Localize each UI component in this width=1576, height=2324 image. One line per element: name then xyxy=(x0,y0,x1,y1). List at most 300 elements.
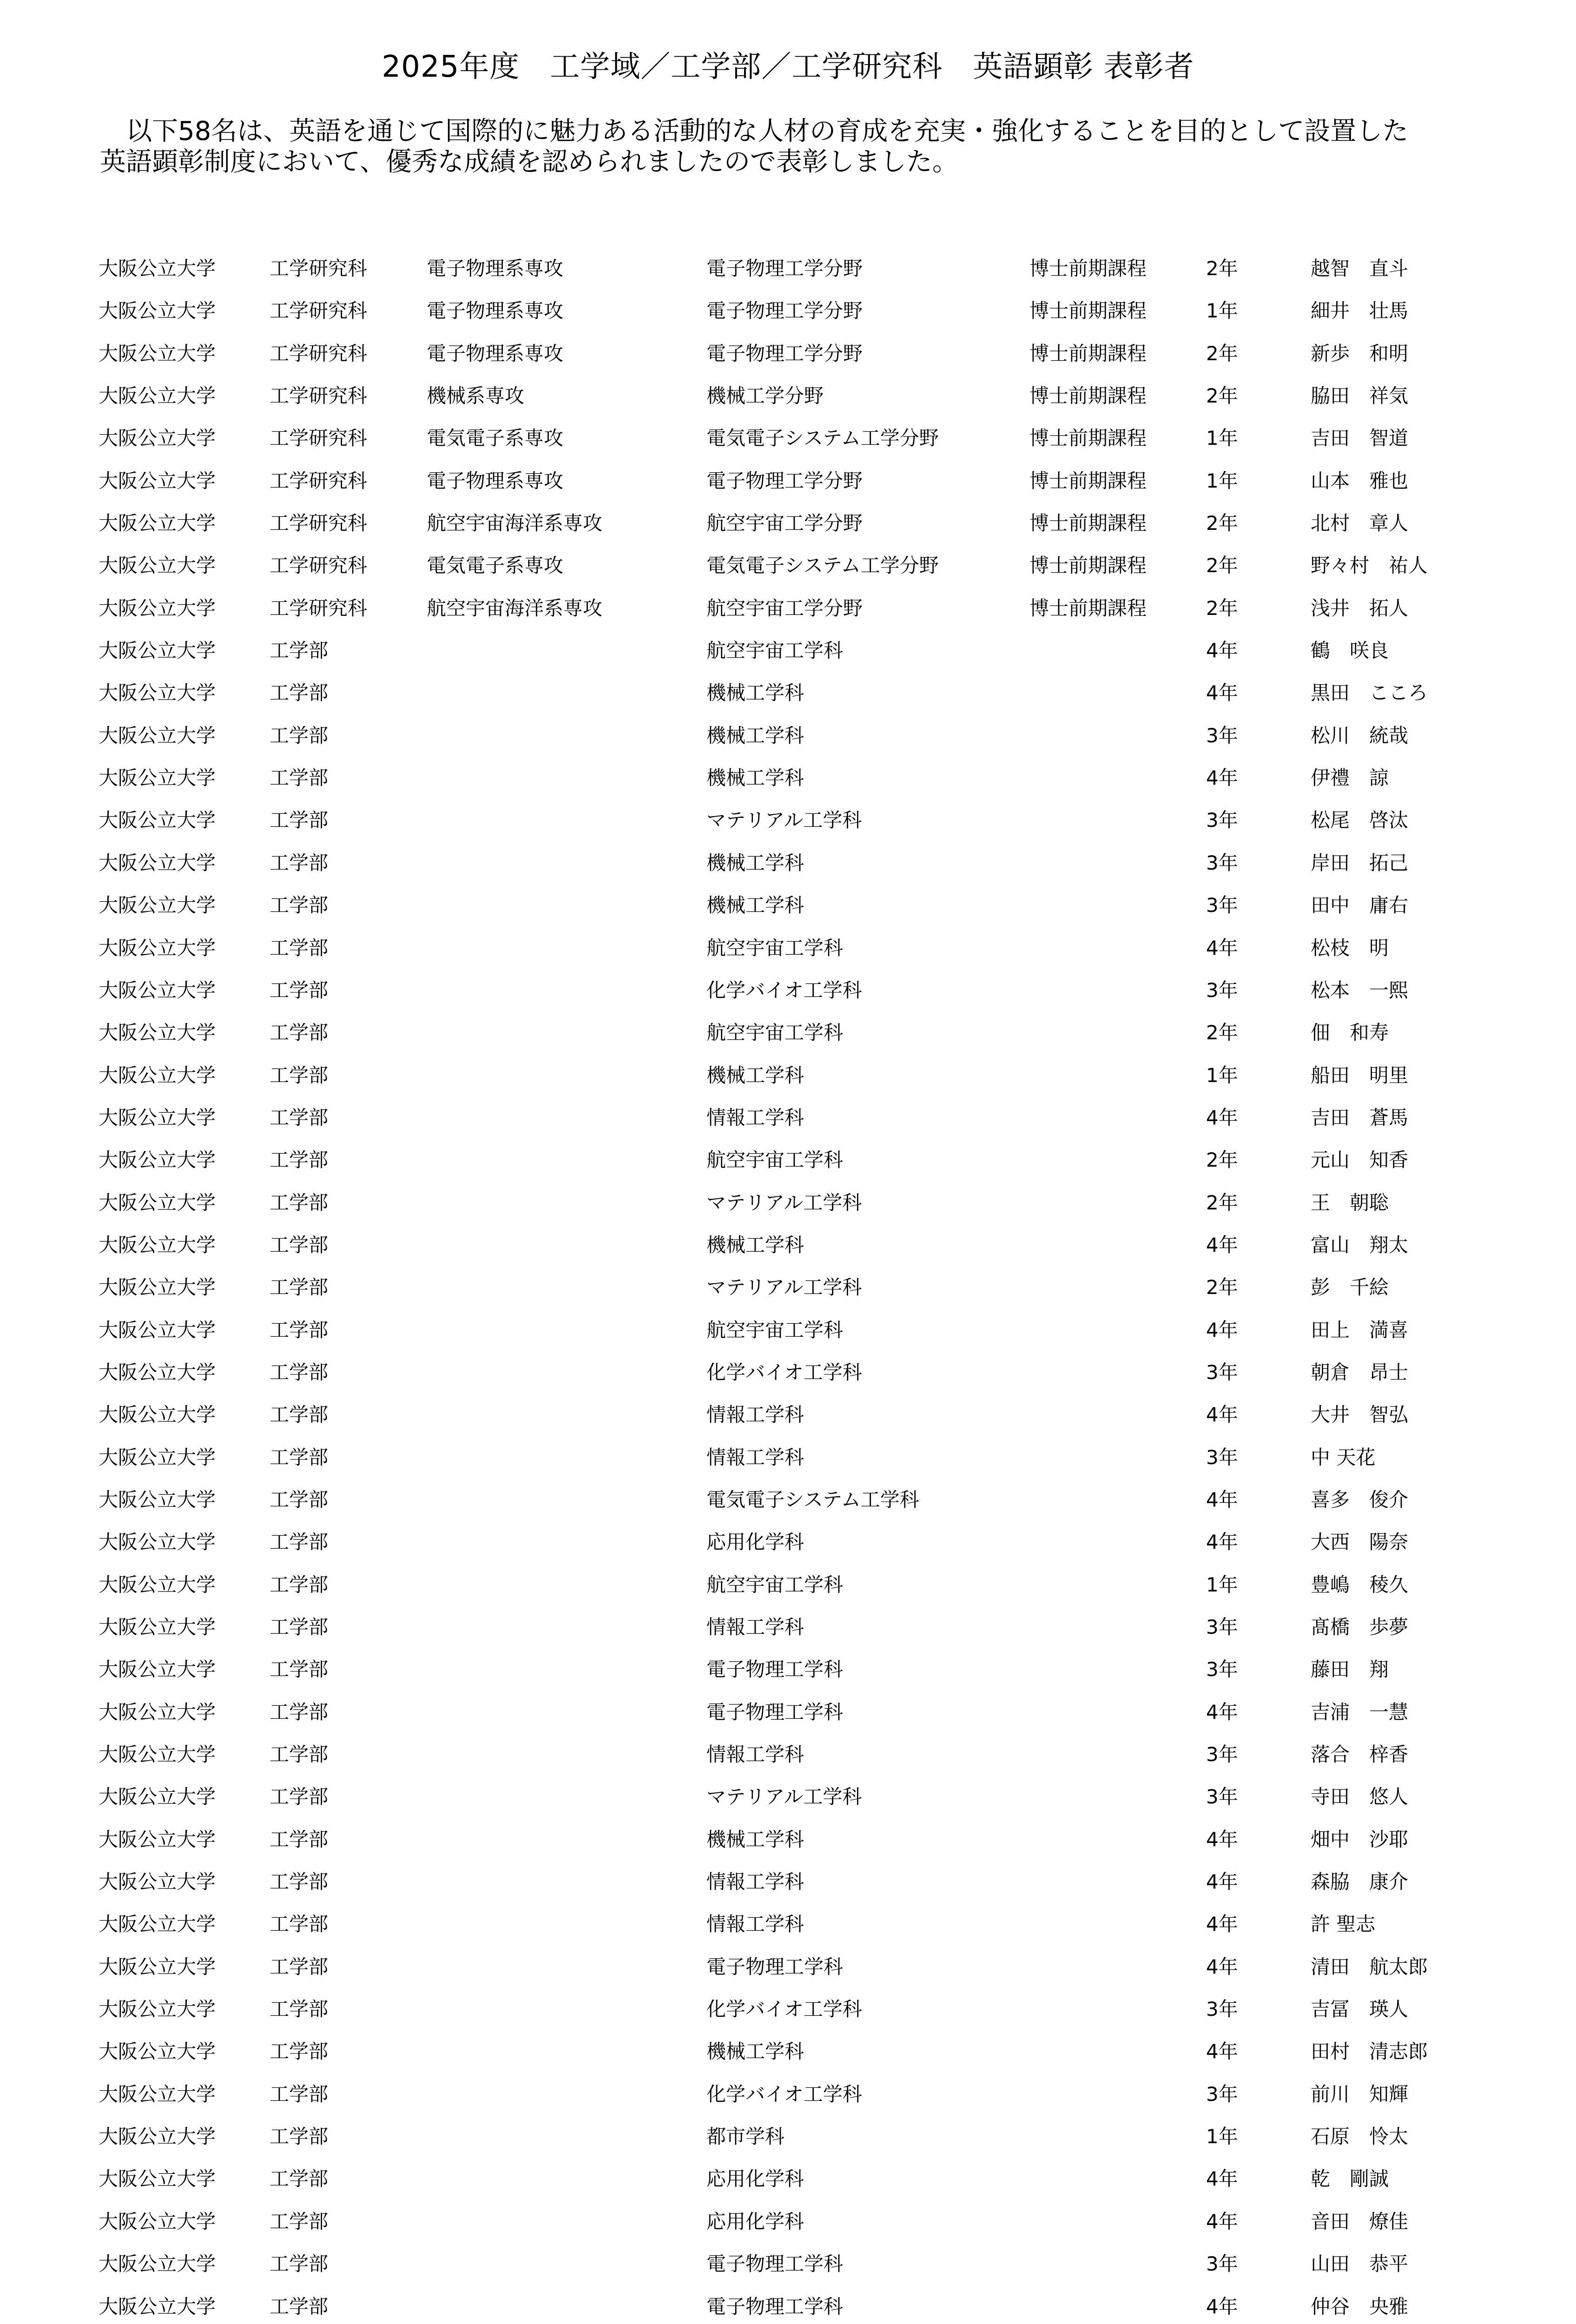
cell-grade: 3年 xyxy=(1206,978,1238,1002)
cell-university: 大阪公立大学 xyxy=(99,427,216,450)
cell-university: 大阪公立大学 xyxy=(99,299,216,323)
cell-faculty: 工学研究科 xyxy=(270,257,368,280)
table-row xyxy=(0,1909,1576,1951)
cell-grade: 2年 xyxy=(1206,1276,1238,1299)
cell-university: 大阪公立大学 xyxy=(99,1658,216,1681)
cell-faculty: 工学部 xyxy=(270,1913,329,1936)
cell-name: 田中 庸右 xyxy=(1311,894,1409,917)
cell-grade: 3年 xyxy=(1206,1785,1238,1809)
cell-grade: 3年 xyxy=(1206,1616,1238,1638)
cell-university: 大阪公立大学 xyxy=(99,1955,216,1978)
table-row xyxy=(0,1103,1576,1145)
cell-name: 大井 智弘 xyxy=(1311,1403,1409,1426)
cell-university: 大阪公立大学 xyxy=(99,1021,216,1044)
table-row xyxy=(0,1952,1576,1994)
intro-text xyxy=(100,116,1494,178)
cell-program: 電子物理工学科 xyxy=(706,1700,844,1723)
cell-grade: 4年 xyxy=(1206,1233,1238,1256)
cell-program: 機械工学科 xyxy=(706,851,804,874)
table-row xyxy=(0,1570,1576,1612)
cell-name: 畑中 沙耶 xyxy=(1311,1828,1409,1851)
table-row xyxy=(0,2079,1576,2121)
cell-name: 吉浦 一慧 xyxy=(1311,1700,1409,1723)
cell-name: 山田 恭平 xyxy=(1311,2252,1409,2276)
cell-name: 前川 知輝 xyxy=(1311,2082,1409,2106)
cell-faculty: 工学部 xyxy=(270,2252,329,2276)
intro-line-1: 以下58名は、英語を通じて国際的に魅力ある活動的な人材の育成を充実・強化することを目的として設置した xyxy=(100,116,1409,146)
cell-faculty: 工学部 xyxy=(270,1063,329,1087)
cell-university: 大阪公立大学 xyxy=(99,512,216,535)
cell-grade: 4年 xyxy=(1206,1403,1238,1426)
cell-name: 音田 燎佳 xyxy=(1311,2210,1409,2233)
cell-program: 情報工学科 xyxy=(706,1616,804,1638)
cell-program: 化学バイオ工学科 xyxy=(706,1998,862,2021)
cell-course: 博士前期課程 xyxy=(1029,512,1147,535)
table-row xyxy=(0,678,1576,720)
cell-university: 大阪公立大学 xyxy=(99,1063,216,1087)
cell-faculty: 工学部 xyxy=(270,1785,329,1809)
cell-name: 新歩 和明 xyxy=(1311,342,1409,365)
cell-grade: 2年 xyxy=(1206,1149,1238,1172)
cell-course: 博士前期課程 xyxy=(1029,257,1147,280)
cell-program: 機械工学科 xyxy=(706,1233,804,1256)
cell-grade: 4年 xyxy=(1206,639,1238,662)
cell-university: 大阪公立大学 xyxy=(99,2125,216,2148)
table-row xyxy=(0,423,1576,465)
cell-grade: 4年 xyxy=(1206,1488,1238,1511)
cell-university: 大阪公立大学 xyxy=(99,2082,216,2106)
table-row xyxy=(0,2164,1576,2206)
cell-program: 航空宇宙工学科 xyxy=(706,1318,844,1341)
cell-university: 大阪公立大学 xyxy=(99,596,216,620)
cell-program: 化学バイオ工学科 xyxy=(706,2082,862,2106)
cell-university: 大阪公立大学 xyxy=(99,1403,216,1426)
cell-program: 機械工学科 xyxy=(706,724,804,747)
cell-faculty: 工学部 xyxy=(270,1870,329,1894)
cell-grade: 3年 xyxy=(1206,1446,1238,1469)
cell-faculty: 工学部 xyxy=(270,1191,329,1214)
cell-program: 電子物理工学分野 xyxy=(706,342,863,365)
table-row xyxy=(0,763,1576,805)
cell-grade: 4年 xyxy=(1206,2295,1238,2318)
cell-university: 大阪公立大学 xyxy=(99,1191,216,1214)
cell-university: 大阪公立大学 xyxy=(99,1743,216,1766)
cell-university: 大阪公立大学 xyxy=(99,1318,216,1341)
table-row xyxy=(0,381,1576,423)
cell-name: 許 聖志 xyxy=(1311,1913,1376,1936)
cell-name: 鶴 咲良 xyxy=(1311,639,1389,662)
cell-name: 細井 壮馬 xyxy=(1311,299,1409,323)
cell-program: 航空宇宙工学科 xyxy=(706,639,844,662)
cell-faculty: 工学研究科 xyxy=(270,554,368,577)
cell-grade: 4年 xyxy=(1206,2040,1238,2063)
cell-university: 大阪公立大学 xyxy=(99,384,216,408)
cell-program: 情報工学科 xyxy=(706,1743,804,1766)
cell-name: 田村 清志郎 xyxy=(1311,2040,1428,2063)
cell-program: 化学バイオ工学科 xyxy=(706,1360,862,1384)
cell-university: 大阪公立大学 xyxy=(99,2167,216,2191)
cell-name: 松本 一熙 xyxy=(1311,978,1409,1002)
cell-grade: 3年 xyxy=(1206,809,1238,832)
cell-grade: 3年 xyxy=(1206,851,1238,874)
table-row xyxy=(0,550,1576,593)
cell-university: 大阪公立大学 xyxy=(99,1573,216,1596)
cell-faculty: 工学部 xyxy=(270,1403,329,1426)
cell-program: 情報工学科 xyxy=(706,1446,804,1469)
cell-university: 大阪公立大学 xyxy=(99,1700,216,1723)
cell-name: 寺田 悠人 xyxy=(1311,1785,1409,1809)
cell-program: マテリアル工学科 xyxy=(706,1785,862,1809)
cell-faculty: 工学部 xyxy=(270,639,329,662)
cell-university: 大阪公立大学 xyxy=(99,1998,216,2021)
cell-grade: 4年 xyxy=(1206,1700,1238,1723)
cell-course: 博士前期課程 xyxy=(1029,469,1147,492)
cell-name: 喜多 俊介 xyxy=(1311,1488,1409,1511)
cell-program: 電気電子システム工学分野 xyxy=(706,427,939,450)
cell-grade: 1年 xyxy=(1206,2125,1238,2148)
cell-name: 田上 満喜 xyxy=(1311,1318,1409,1341)
table-row xyxy=(0,2121,1576,2164)
table-row xyxy=(0,253,1576,296)
table-row xyxy=(0,1357,1576,1400)
cell-university: 大阪公立大学 xyxy=(99,2252,216,2276)
cell-grade: 2年 xyxy=(1206,257,1238,280)
cell-university: 大阪公立大学 xyxy=(99,1233,216,1256)
cell-name: 藤田 翔 xyxy=(1311,1658,1389,1681)
cell-university: 大阪公立大学 xyxy=(99,2210,216,2233)
cell-grade: 3年 xyxy=(1206,2252,1238,2276)
cell-grade: 1年 xyxy=(1206,299,1238,323)
cell-program: 電子物理工学科 xyxy=(706,1658,844,1681)
cell-grade: 2年 xyxy=(1206,1021,1238,1044)
cell-program: 応用化学科 xyxy=(706,2210,804,2233)
cell-grade: 4年 xyxy=(1206,936,1238,959)
cell-program: 化学バイオ工学科 xyxy=(706,978,862,1002)
cell-university: 大阪公立大学 xyxy=(99,1913,216,1936)
cell-grade: 4年 xyxy=(1206,1531,1238,1554)
cell-university: 大阪公立大学 xyxy=(99,469,216,492)
cell-faculty: 工学部 xyxy=(270,1106,329,1129)
table-row xyxy=(0,848,1576,890)
cell-faculty: 工学部 xyxy=(270,1318,329,1341)
cell-faculty: 工学部 xyxy=(270,1021,329,1044)
table-row xyxy=(0,1230,1576,1272)
cell-grade: 3年 xyxy=(1206,2082,1238,2106)
cell-name: 吉冨 瑛人 xyxy=(1311,1998,1409,2021)
cell-grade: 3年 xyxy=(1206,1998,1238,2021)
cell-faculty: 工学部 xyxy=(270,2295,329,2318)
cell-university: 大阪公立大学 xyxy=(99,1870,216,1894)
table-row xyxy=(0,296,1576,338)
cell-grade: 4年 xyxy=(1206,1870,1238,1894)
cell-name: 中 天花 xyxy=(1311,1446,1376,1469)
cell-name: 脇田 祥気 xyxy=(1311,384,1409,408)
cell-university: 大阪公立大学 xyxy=(99,766,216,790)
cell-university: 大阪公立大学 xyxy=(99,1360,216,1384)
cell-program: 情報工学科 xyxy=(706,1403,804,1426)
awardee-table xyxy=(0,253,1576,2324)
cell-program: 航空宇宙工学科 xyxy=(706,1149,844,1172)
cell-grade: 1年 xyxy=(1206,1573,1238,1596)
cell-faculty: 工学部 xyxy=(270,1743,329,1766)
table-row xyxy=(0,593,1576,635)
cell-faculty: 工学研究科 xyxy=(270,342,368,365)
cell-faculty: 工学部 xyxy=(270,978,329,1002)
cell-name: 山本 雅也 xyxy=(1311,469,1409,492)
cell-program: 航空宇宙工学科 xyxy=(706,1573,844,1596)
cell-grade: 4年 xyxy=(1206,2167,1238,2191)
intro-line-2: 英語顕彰制度において、優秀な成績を認められましたので表彰しました。 xyxy=(100,147,958,177)
table-row xyxy=(0,2206,1576,2249)
page-title: 2025年度 工学域／工学部／工学研究科 英語顕彰 表彰者 xyxy=(382,50,1194,84)
cell-faculty: 工学部 xyxy=(270,2210,329,2233)
cell-grade: 3年 xyxy=(1206,1743,1238,1766)
cell-faculty: 工学研究科 xyxy=(270,299,368,323)
cell-program: マテリアル工学科 xyxy=(706,1191,862,1214)
cell-grade: 4年 xyxy=(1206,766,1238,790)
cell-grade: 4年 xyxy=(1206,681,1238,705)
cell-university: 大阪公立大学 xyxy=(99,894,216,917)
cell-program: マテリアル工学科 xyxy=(706,1276,862,1299)
cell-grade: 4年 xyxy=(1206,1318,1238,1341)
cell-faculty: 工学部 xyxy=(270,1998,329,2021)
cell-name: 森脇 康介 xyxy=(1311,1870,1409,1894)
cell-faculty: 工学部 xyxy=(270,1149,329,1172)
cell-name: 船田 明里 xyxy=(1311,1063,1409,1087)
cell-university: 大阪公立大学 xyxy=(99,639,216,662)
cell-name: 仲谷 央雅 xyxy=(1311,2295,1409,2318)
cell-grade: 4年 xyxy=(1206,1106,1238,1129)
cell-program: 電子物理工学科 xyxy=(706,1955,844,1978)
cell-grade: 3年 xyxy=(1206,724,1238,747)
cell-name: 松枝 明 xyxy=(1311,936,1389,959)
cell-name: 松尾 啓汰 xyxy=(1311,809,1409,832)
cell-name: 落合 梓香 xyxy=(1311,1743,1409,1766)
cell-grade: 1年 xyxy=(1206,427,1238,450)
cell-university: 大阪公立大学 xyxy=(99,681,216,705)
cell-faculty: 工学部 xyxy=(270,1828,329,1851)
cell-university: 大阪公立大学 xyxy=(99,342,216,365)
cell-program: 電気電子システム工学科 xyxy=(706,1488,919,1511)
cell-grade: 4年 xyxy=(1206,2210,1238,2233)
cell-program: 航空宇宙工学分野 xyxy=(706,512,863,535)
cell-name: 大西 陽奈 xyxy=(1311,1531,1409,1554)
table-row xyxy=(0,975,1576,1017)
cell-program: 機械工学科 xyxy=(706,766,804,790)
cell-grade: 1年 xyxy=(1206,469,1238,492)
cell-university: 大阪公立大学 xyxy=(99,724,216,747)
cell-faculty: 工学研究科 xyxy=(270,469,368,492)
cell-course: 博士前期課程 xyxy=(1029,427,1147,450)
table-row xyxy=(0,1654,1576,1697)
table-row xyxy=(0,1060,1576,1103)
cell-program: 航空宇宙工学科 xyxy=(706,1021,844,1044)
cell-faculty: 工学部 xyxy=(270,1276,329,1299)
cell-program: マテリアル工学科 xyxy=(706,809,862,832)
cell-department: 電子物理系専攻 xyxy=(427,342,564,365)
table-row xyxy=(0,1612,1576,1654)
cell-grade: 3年 xyxy=(1206,1360,1238,1384)
cell-university: 大阪公立大学 xyxy=(99,1276,216,1299)
cell-university: 大阪公立大学 xyxy=(99,1446,216,1469)
table-row xyxy=(0,1188,1576,1230)
cell-program: 応用化学科 xyxy=(706,1531,804,1554)
cell-name: 元山 知香 xyxy=(1311,1149,1409,1172)
cell-program: 機械工学科 xyxy=(706,1063,804,1087)
cell-department: 航空宇宙海洋系専攻 xyxy=(427,596,603,620)
cell-name: 野々村 祐人 xyxy=(1311,554,1428,577)
cell-name: 北村 章人 xyxy=(1311,512,1409,535)
cell-grade: 3年 xyxy=(1206,894,1238,917)
table-row xyxy=(0,2249,1576,2291)
cell-faculty: 工学部 xyxy=(270,1531,329,1554)
cell-grade: 2年 xyxy=(1206,1191,1238,1214)
table-row xyxy=(0,1782,1576,1824)
cell-university: 大阪公立大学 xyxy=(99,554,216,577)
cell-department: 電子物理系専攻 xyxy=(427,299,564,323)
cell-name: 彭 千絵 xyxy=(1311,1276,1389,1299)
cell-university: 大阪公立大学 xyxy=(99,978,216,1002)
cell-course: 博士前期課程 xyxy=(1029,384,1147,408)
table-row xyxy=(0,1824,1576,1867)
table-row xyxy=(0,1739,1576,1782)
cell-faculty: 工学部 xyxy=(270,681,329,705)
cell-name: 佃 和寿 xyxy=(1311,1021,1389,1044)
cell-university: 大阪公立大学 xyxy=(99,1106,216,1129)
cell-program: 機械工学分野 xyxy=(706,384,824,408)
cell-faculty: 工学研究科 xyxy=(270,596,368,620)
cell-university: 大阪公立大学 xyxy=(99,936,216,959)
cell-university: 大阪公立大学 xyxy=(99,1488,216,1511)
cell-name: 富山 翔太 xyxy=(1311,1233,1409,1256)
cell-faculty: 工学部 xyxy=(270,766,329,790)
cell-name: 吉田 智道 xyxy=(1311,427,1409,450)
table-row xyxy=(0,805,1576,847)
cell-name: 髙橋 歩夢 xyxy=(1311,1616,1409,1638)
cell-program: 電気電子システム工学分野 xyxy=(706,554,939,577)
cell-faculty: 工学部 xyxy=(270,1233,329,1256)
cell-grade: 2年 xyxy=(1206,512,1238,535)
cell-name: 岸田 拓己 xyxy=(1311,851,1409,874)
cell-name: 黒田 こころ xyxy=(1311,681,1428,705)
cell-faculty: 工学部 xyxy=(270,1488,329,1511)
cell-faculty: 工学部 xyxy=(270,2125,329,2148)
cell-name: 吉田 蒼馬 xyxy=(1311,1106,1409,1129)
cell-program: 電子物理工学科 xyxy=(706,2252,844,2276)
cell-department: 電子物理系専攻 xyxy=(427,257,564,280)
cell-faculty: 工学研究科 xyxy=(270,384,368,408)
cell-program: 航空宇宙工学科 xyxy=(706,936,844,959)
cell-faculty: 工学部 xyxy=(270,2167,329,2191)
cell-department: 電気電子系専攻 xyxy=(427,427,564,450)
cell-program: 電子物理工学科 xyxy=(706,2295,844,2318)
cell-program: 電子物理工学分野 xyxy=(706,299,863,323)
cell-program: 電子物理工学分野 xyxy=(706,257,863,280)
cell-name: 朝倉 昂士 xyxy=(1311,1360,1409,1384)
cell-name: 王 朝聡 xyxy=(1311,1191,1389,1214)
cell-program: 機械工学科 xyxy=(706,1828,804,1851)
cell-faculty: 工学部 xyxy=(270,851,329,874)
cell-grade: 1年 xyxy=(1206,1063,1238,1087)
cell-university: 大阪公立大学 xyxy=(99,851,216,874)
cell-faculty: 工学部 xyxy=(270,1446,329,1469)
table-row xyxy=(0,338,1576,381)
cell-name: 浅井 拓人 xyxy=(1311,596,1409,620)
table-row xyxy=(0,1994,1576,2036)
cell-grade: 2年 xyxy=(1206,554,1238,577)
table-row xyxy=(0,2291,1576,2324)
cell-course: 博士前期課程 xyxy=(1029,554,1147,577)
cell-grade: 4年 xyxy=(1206,1828,1238,1851)
cell-name: 伊禮 諒 xyxy=(1311,766,1389,790)
cell-faculty: 工学部 xyxy=(270,724,329,747)
table-row xyxy=(0,890,1576,932)
cell-university: 大阪公立大学 xyxy=(99,809,216,832)
cell-faculty: 工学部 xyxy=(270,2040,329,2063)
cell-university: 大阪公立大学 xyxy=(99,1149,216,1172)
table-row xyxy=(0,1867,1576,1909)
cell-program: 電子物理工学分野 xyxy=(706,469,863,492)
cell-university: 大阪公立大学 xyxy=(99,1785,216,1809)
cell-grade: 2年 xyxy=(1206,342,1238,365)
cell-program: 航空宇宙工学分野 xyxy=(706,596,863,620)
cell-faculty: 工学部 xyxy=(270,936,329,959)
cell-grade: 3年 xyxy=(1206,1658,1238,1681)
table-row xyxy=(0,1272,1576,1314)
cell-program: 機械工学科 xyxy=(706,2040,804,2063)
cell-faculty: 工学部 xyxy=(270,809,329,832)
cell-faculty: 工学部 xyxy=(270,894,329,917)
cell-program: 情報工学科 xyxy=(706,1913,804,1936)
cell-program: 情報工学科 xyxy=(706,1106,804,1129)
cell-university: 大阪公立大学 xyxy=(99,2295,216,2318)
cell-faculty: 工学部 xyxy=(270,2082,329,2106)
table-row xyxy=(0,1527,1576,1569)
cell-program: 応用化学科 xyxy=(706,2167,804,2191)
table-row xyxy=(0,2036,1576,2079)
table-row xyxy=(0,720,1576,763)
cell-grade: 4年 xyxy=(1206,1955,1238,1978)
cell-name: 石原 怜太 xyxy=(1311,2125,1409,2148)
cell-grade: 2年 xyxy=(1206,384,1238,408)
cell-grade: 4年 xyxy=(1206,1913,1238,1936)
cell-course: 博士前期課程 xyxy=(1029,299,1147,323)
table-row xyxy=(0,635,1576,678)
cell-name: 清田 航太郎 xyxy=(1311,1955,1428,1978)
cell-university: 大阪公立大学 xyxy=(99,257,216,280)
cell-program: 機械工学科 xyxy=(706,894,804,917)
cell-university: 大阪公立大学 xyxy=(99,1531,216,1554)
cell-faculty: 工学部 xyxy=(270,1955,329,1978)
cell-faculty: 工学研究科 xyxy=(270,512,368,535)
table-row xyxy=(0,933,1576,975)
table-row xyxy=(0,466,1576,508)
cell-faculty: 工学部 xyxy=(270,1616,329,1638)
cell-program: 都市学科 xyxy=(706,2125,785,2148)
cell-department: 電子物理系専攻 xyxy=(427,469,564,492)
cell-university: 大阪公立大学 xyxy=(99,1828,216,1851)
cell-course: 博士前期課程 xyxy=(1029,596,1147,620)
table-row xyxy=(0,1315,1576,1357)
table-row xyxy=(0,1485,1576,1527)
cell-program: 機械工学科 xyxy=(706,681,804,705)
cell-faculty: 工学部 xyxy=(270,1658,329,1681)
cell-program: 情報工学科 xyxy=(706,1870,804,1894)
cell-faculty: 工学部 xyxy=(270,1360,329,1384)
cell-university: 大阪公立大学 xyxy=(99,2040,216,2063)
cell-name: 松川 統哉 xyxy=(1311,724,1409,747)
cell-faculty: 工学研究科 xyxy=(270,427,368,450)
